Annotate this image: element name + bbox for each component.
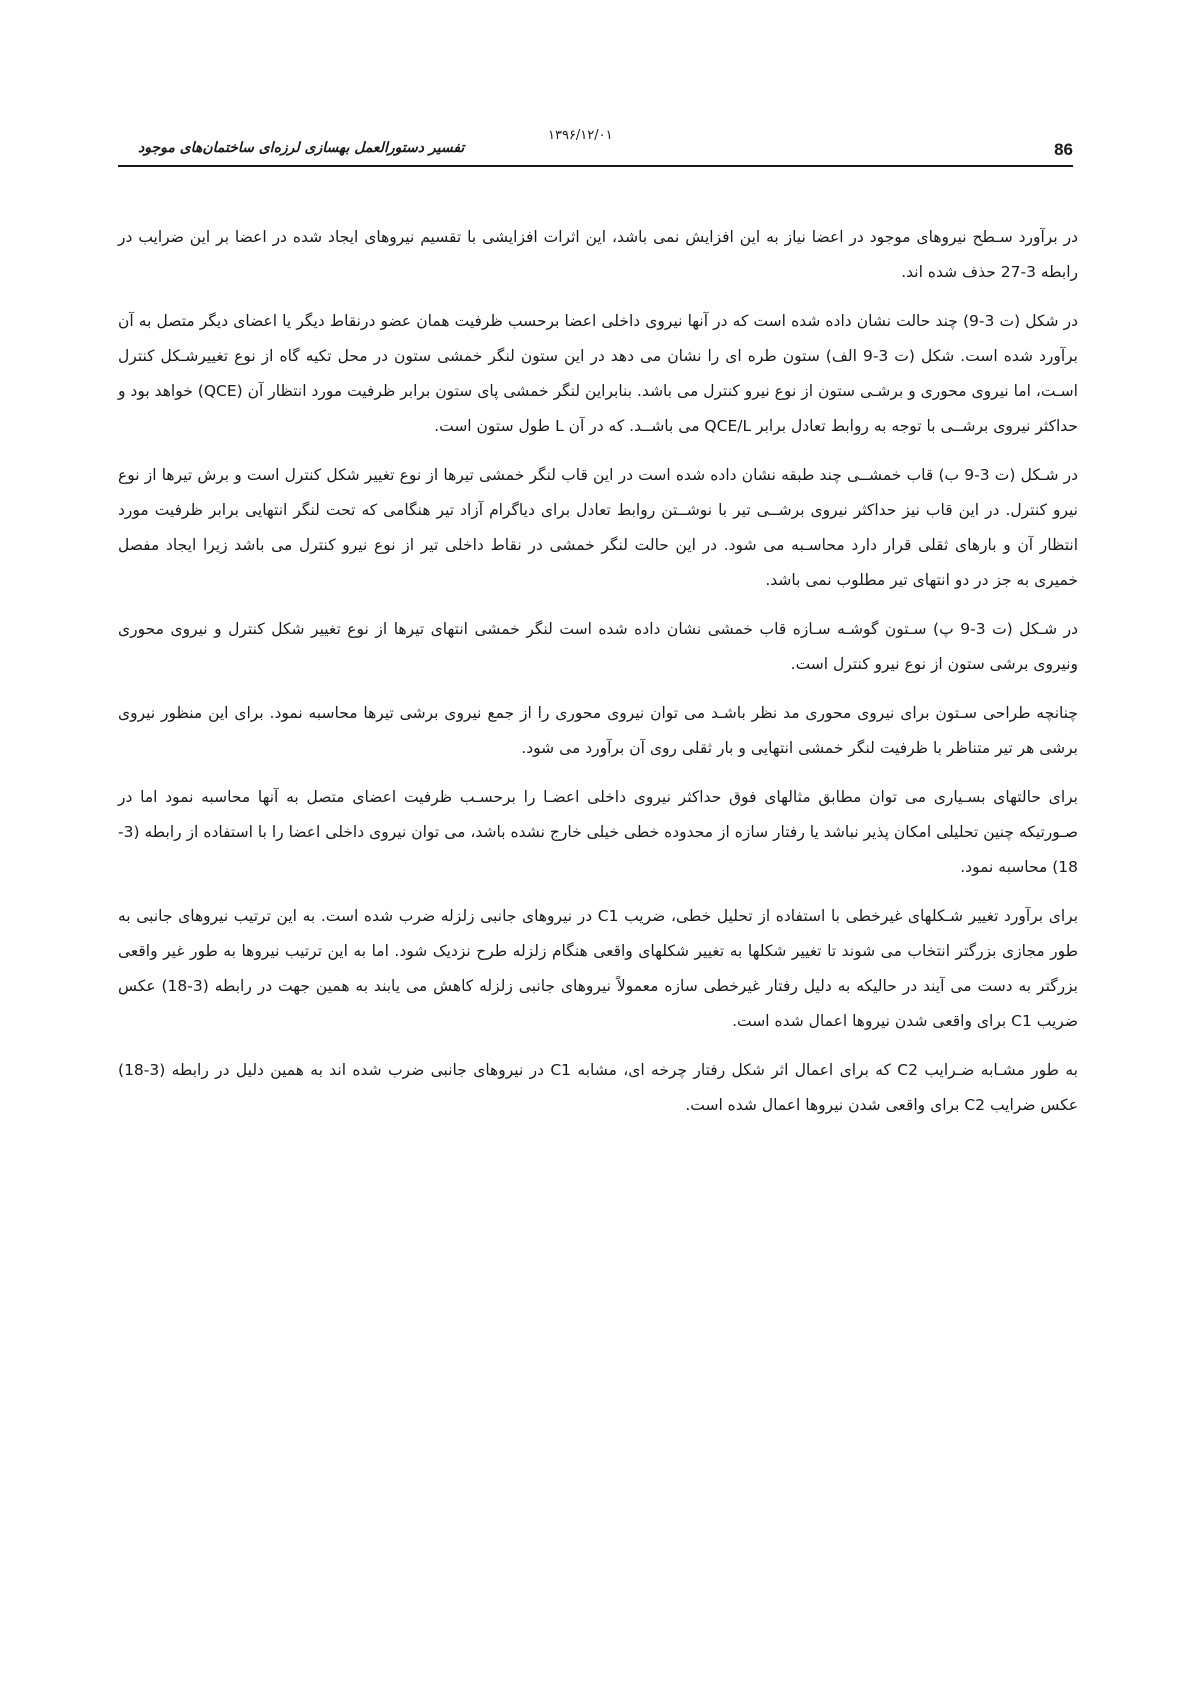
page-header: [118, 128, 1073, 168]
paragraph: در شکل (ت 3-9) چند حالت نشان داده شده است که در آنها نیروی داخلی اعضا برحسب ظرفیت همان عضو درنقاط دیگر یا اعضای دیگر متصل به آن برآورد شده است. شکل (ت 3-9 الف) ستون طره ای را نشان می دهد در این ستون لنگر خمشی ستون در محل تکیه گاه از نوع تغییرشـکل کنترل اسـت، اما نیروی محوری و برشـی ستون از نوع نیرو کنترل می باشد. بنابراین لنگر خمشی پای ستون برابر ظرفیت مورد انتظار آن (QCE) خواهد بود و حداکثر نیروی برشــی با توجه به روابط تعادل برابر QCE/L می باشــد. که در آن L طول ستون است.: [118, 312, 1079, 435]
page-number: 86: [1054, 140, 1073, 159]
body-text: [118, 220, 1078, 1137]
book-title: تفسیر دستورالعمل بهسازی لرزه‌ای ساختمان‌های موجود: [138, 140, 465, 156]
header-rule: [118, 165, 1073, 167]
paragraph: چنانچه طراحی سـتون برای نیروی محوری مد نظر باشـد می توان نیروی محوری را از جمع نیروی برشی تیرها محاسبه نمود. برای این منظور نیروی برشی هر تیر متناظر با ظرفیت لنگر خمشی انتهایی و بار ثقلی روی آن برآورد می شود.: [118, 704, 1078, 757]
header-date: ۱۳۹۶/۱۲/۰۱: [548, 128, 613, 143]
paragraph: در شـکل (ت 3-9 پ) سـتون گوشـه سـازه قاب خمشی نشان داده شده است لنگر خمشی انتهای تیرها از نوع تغییر شکل کنترل و نیروی محوری ونیروی برشی ستون از نوع نیرو کنترل است.: [118, 620, 1079, 673]
paragraph: در برآورد سـطح نیروهای موجود در اعضا نیاز به این افزایش نمی باشد، این اثرات افزایشی با تقسیم نیروهای ایجاد شده در اعضا بر این ضرایب در رابطه 3-27 حذف شده اند.: [118, 228, 1078, 281]
paragraph: برای برآورد تغییر شـکلهای غیرخطی با استفاده از تحلیل خطی، ضریب C1 در نیروهای جانبی زلزله ضرب شده است. به این ترتیب نیروهای جانبی به طور مجازی بزرگتر انتخاب می شوند تا تغییر شکلها به تغییر شکلهای واقعی هنگام زلزله طرح نزدیک شود. اما به این ترتیب نیروها به طور غیر واقعی بزرگتر به دست می آیند در حالیکه به دلیل رفتار غیرخطی سازه معمولاً نیروهای جانبی زلزله کاهش می یابند به همین جهت در رابطه (3-18) عکس ضریب C1 برای واقعی شدن نیروها اعمال شده است.: [118, 907, 1079, 1030]
paragraph: به طور مشـابه ضـرایب C2 که برای اعمال اثر شکل رفتار چرخه ای، مشابه C1 در نیروهای جانبی ضرب شده اند به همین دلیل در رابطه (3-18) عکس ضرایب C2 برای واقعی شدن نیروها اعمال شده است.: [118, 1061, 1078, 1114]
paragraph: برای حالتهای بسـیاری می توان مطابق مثالهای فوق حداکثر نیروی داخلی اعضـا را برحسـب ظرفیت اعضای متصل به آنها محاسبه نمود اما در صـورتیکه چنین تحلیلی امکان پذیر نباشد یا رفتار سازه از محدوده خطی خیلی خارج نشده باشد، می توان نیروی داخلی اعضا را با استفاده از رابطه (3-18) محاسبه نمود.: [118, 788, 1078, 876]
paragraph: در شـکل (ت 3-9 ب) قاب خمشــی چند طبقه نشان داده شده است در این قاب لنگر خمشی تیرها از نوع تغییر شکل کنترل است و برش تیرها از نوع نیرو کنترل. در این قاب نیز حداکثر نیروی برشــی تیر با نوشــتن روابط تعادل برای دیاگرام آزاد تیر هنگامی که تحت لنگر انتهایی برابر ظرفیت مورد انتظار آن و بارهای ثقلی قرار دارد محاسـبه می شود. در این حالت لنگر خمشی در نقاط داخلی تیر از نوع نیرو کنترل می باشد زیرا ایجاد مفصل خمیری به جز در دو انتهای تیر مطلوب نمی باشد.: [118, 466, 1078, 589]
